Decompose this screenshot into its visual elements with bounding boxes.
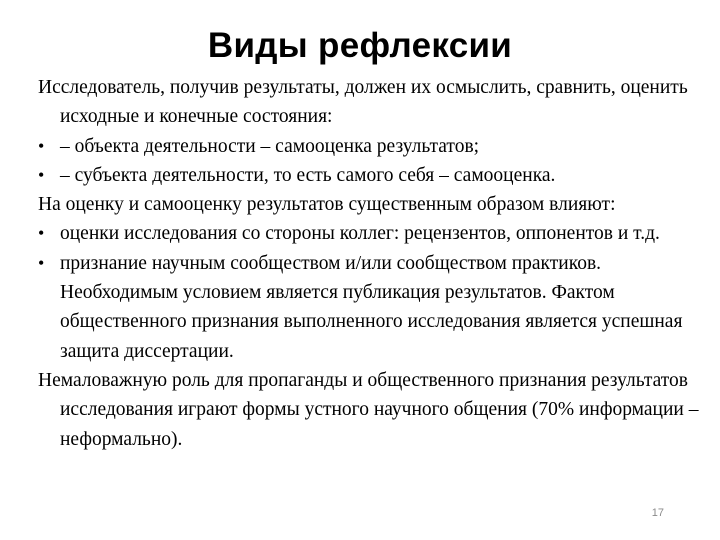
- paragraph-text: На оценку и самооценку результатов существенным образом влияют:: [38, 194, 616, 216]
- bullet-text: признание научным сообществом и/или сообществом практиков. Необходимым условием является публикация результатов. Фактом общественного признания выполненного исследования является успешная защита диссертации.: [60, 252, 683, 362]
- bullet-text: – объекта деятельности – самооценка результатов;: [60, 135, 480, 157]
- slide-body: [38, 73, 702, 454]
- bullet-item-recognition: [38, 249, 702, 366]
- bullet-item-subject: [38, 161, 702, 190]
- bullet-item-peer-review: [38, 219, 702, 248]
- slide-title: Виды рефлексии: [207, 26, 513, 65]
- paragraph-text: Немаловажную роль для пропаганды и общественного признания результатов исследования играют формы устного научного общения (70% информации – неформально).: [38, 369, 699, 450]
- bullet-dot-icon: •: [38, 164, 45, 185]
- bullet-text: оценки исследования со стороны коллег: рецензентов, оппонентов и т.д.: [60, 223, 660, 245]
- bullet-text: – субъекта деятельности, то есть самого себя – самооценка.: [60, 164, 556, 186]
- paragraph-influences: [38, 190, 702, 219]
- bullet-dot-icon: •: [38, 135, 45, 156]
- bullet-item-object: [38, 132, 702, 161]
- paragraph-researcher: [38, 73, 702, 132]
- page-number: 17: [651, 507, 664, 519]
- bullet-dot-icon: •: [38, 252, 45, 273]
- paragraph-communication: [38, 366, 702, 454]
- bullet-dot-icon: •: [38, 223, 45, 244]
- paragraph-text: Исследователь, получив результаты, должен их осмыслить, сравнить, оценить исходные и конечные состояния:: [38, 77, 688, 128]
